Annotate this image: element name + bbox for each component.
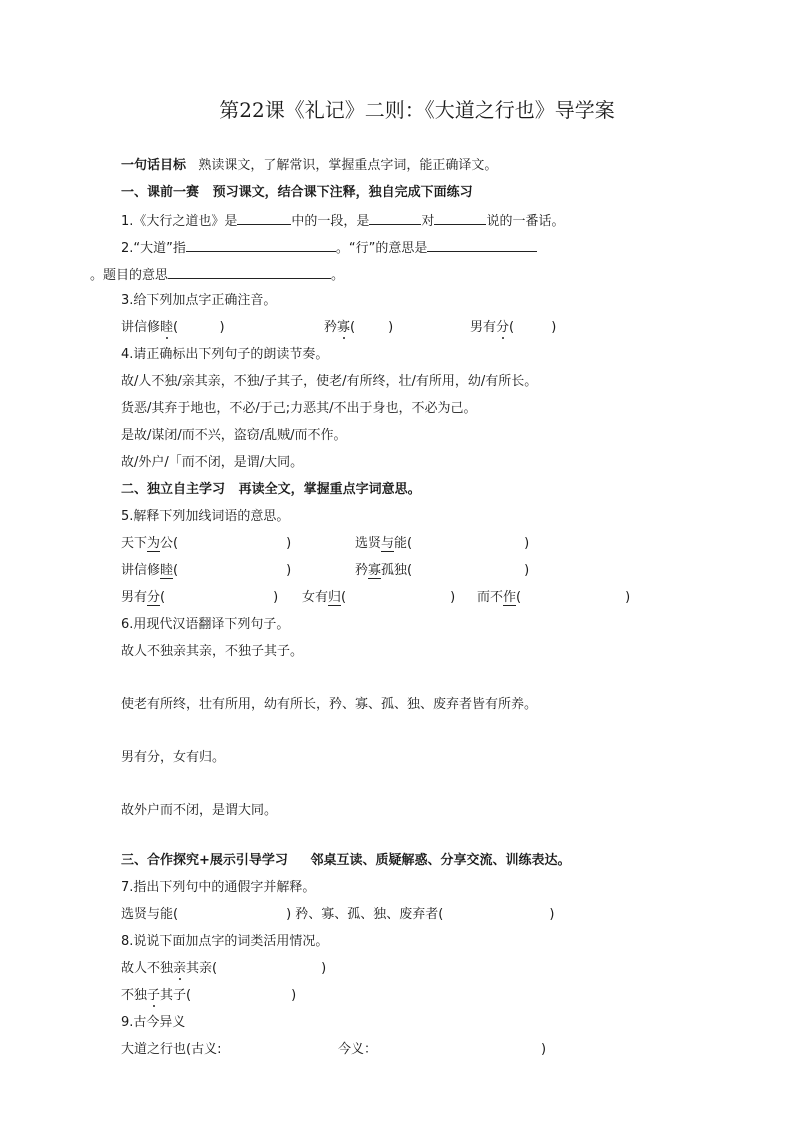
q7-text-a: 选贤与能( [121,907,179,922]
q2-text-c: 。题目的意思 [90,268,169,283]
q3-word-2: 矜寡( ) [324,320,394,335]
q5-row1-b [355,536,529,552]
q5-r2f: 孤独( [381,563,413,578]
paren-close: ) [524,563,530,578]
blank[interactable] [427,239,537,252]
q7-line [121,907,554,923]
q7-text-c: ) [549,907,555,922]
q9-heading: 9.古今异义 [121,1015,186,1030]
q5-r1f: 能( [394,536,413,551]
q5-r3e: 归 [328,590,342,605]
q6-sentence-1: 故人不独亲其亲，不独子其子。 [121,644,304,659]
q8-a3: 其亲( [186,961,218,976]
section1-text: 预习课文，结合课下注释，独自完成下面练习 [212,185,473,200]
q3-heading: 3.给下列加点字正确注音。 [121,293,277,308]
page-title: 第22课《礼记》二则：《大道之行也》导学案 [219,98,615,122]
q5-heading: 5.解释下列加线词语的意思。 [121,509,290,524]
blank[interactable] [186,239,336,252]
section3-heading [121,853,571,869]
q8-b3: 其子( [160,988,192,1003]
q5-r2a: 讲信修 [121,563,161,578]
q3-w2a: 矜 [324,320,338,335]
q5-row2-b [355,563,529,579]
q1-text-c: 对 [421,214,435,229]
q1-text-b: 中的一段，是 [291,214,370,229]
q9-line-c: ) [541,1042,547,1057]
q4-line-4: 故/外户/「而不闭，是谓/大同。 [121,455,304,470]
q4-heading: 4.请正确标出下列句子的朗读节奏。 [121,347,329,362]
q5-r3b: 分 [147,590,161,605]
goal-line [121,158,497,174]
paren-close: ) [321,961,327,976]
section3-number: 三、合作探究+展示引导学习 [121,853,288,868]
q5-r2d: 矜 [355,563,369,578]
paren-close: ) [219,320,225,335]
q3-w1a: 讲信修 [121,320,161,335]
q2-line-2 [90,266,344,284]
section3-text: 邻桌互读、质疑解惑、分享交流、训练表达。 [310,853,571,868]
q3-word-1: 讲信修睦( ) [121,320,225,335]
q3-word-3: 男有分( ) [470,320,557,335]
goal-label: 一句话目标 [121,158,187,173]
q6-sentence-4: 故外户而不闭，是谓大同。 [121,803,278,818]
paren-close: ) [286,536,292,551]
q5-r1d: 选贤 [355,536,382,551]
q9-line-a: 大道之行也(古义: [121,1042,222,1057]
q5-r1a: 天下 [121,536,148,551]
q8-b1: 不独 [121,988,148,1003]
q4-line-2: 货恶/其弃于地也，不必/于己;力恶其/不出于身也，不必为己。 [121,401,477,416]
q2-line [121,239,537,257]
paren-close: ) [625,590,631,605]
q8-heading: 8.说说下面加点字的词类活用情况。 [121,934,329,949]
q5-row1-a [121,536,291,552]
paren-close: ) [291,988,297,1003]
q5-r3f: ( [341,590,347,605]
q5-row3-a [121,590,278,606]
blank[interactable] [369,212,421,225]
section2-number: 二、独立自主学习 [121,482,226,497]
blank[interactable] [434,212,486,225]
q1-text-d: 说的一番话。 [486,214,565,229]
q5-r2b: 睦 [160,563,174,578]
paren-close: ) [273,590,279,605]
section2-text: 再读全文，掌握重点字词意思。 [238,482,421,497]
q5-r3a: 男有 [121,590,148,605]
q9-line-b: 今义： [338,1042,378,1057]
q6-sentence-3: 男有分，女有归。 [121,750,226,765]
q6-sentence-2: 使老有所终，壮有所用，幼有所长，矜、寡、孤、独、废弃者皆有所养。 [121,697,538,712]
paren-close: ) [388,320,394,335]
q2-text-d: 。 [331,268,345,283]
paren-close: ) [551,320,557,335]
q2-text-a: 2.“大道”指 [121,241,186,256]
q4-line-1: 故/人不独/亲其亲，不独/子其子，使老/有所终，壮/有所用，幼/有所长。 [121,374,538,389]
q1-line [121,212,564,230]
q5-row3-c [477,590,630,606]
q8-b2: 子 [147,988,161,1003]
q3-w3b: 分 [496,320,510,335]
q5-r1b: 为 [147,536,161,551]
q8-line-2 [121,988,296,1004]
paren-close: ) [450,590,456,605]
q5-r2c: ( [173,563,179,578]
q5-r3i: ( [516,590,522,605]
paren-close: ) [524,536,530,551]
q3-w1b: 睦 [160,320,174,335]
q2-text-b: 。“行”的意思是 [335,241,428,256]
blank[interactable] [168,266,331,279]
q5-row3-b [302,590,455,606]
q7-text-b: ) 矜、寡、孤、独、废弃者( [286,907,444,922]
q8-a1: 故人不独 [121,961,174,976]
q5-r3h: 作 [503,590,517,605]
q6-heading: 6.用现代汉语翻译下列句子。 [121,617,290,632]
blank[interactable] [237,212,291,225]
q5-r1c: 公( [160,536,179,551]
q8-a2: 亲 [173,961,187,976]
section1-heading [121,185,473,201]
q1-text-a: 1.《大行之道也》是 [121,214,238,229]
q8-line-1 [121,961,326,977]
q5-r2e: 寡 [368,563,382,578]
q5-r1e: 与 [381,536,395,551]
q5-row2-a [121,563,291,579]
q4-line-3: 是故/谋闭/而不兴，盗窃/乱贼/而不作。 [121,428,347,443]
q3-w2b: 寡 [337,320,351,335]
goal-text: 熟读课文，了解常识，掌握重点字词，能正确译文。 [198,158,498,173]
section1-number: 一、课前一赛 [121,185,200,200]
q5-r3g: 而不 [477,590,504,605]
q5-r3c: ( [160,590,166,605]
q7-heading: 7.指出下列句中的通假字并解释。 [121,880,316,895]
paren-close: ) [286,563,292,578]
q5-r3d: 女有 [302,590,329,605]
q3-w3a: 男有 [470,320,497,335]
section2-heading [121,482,421,498]
